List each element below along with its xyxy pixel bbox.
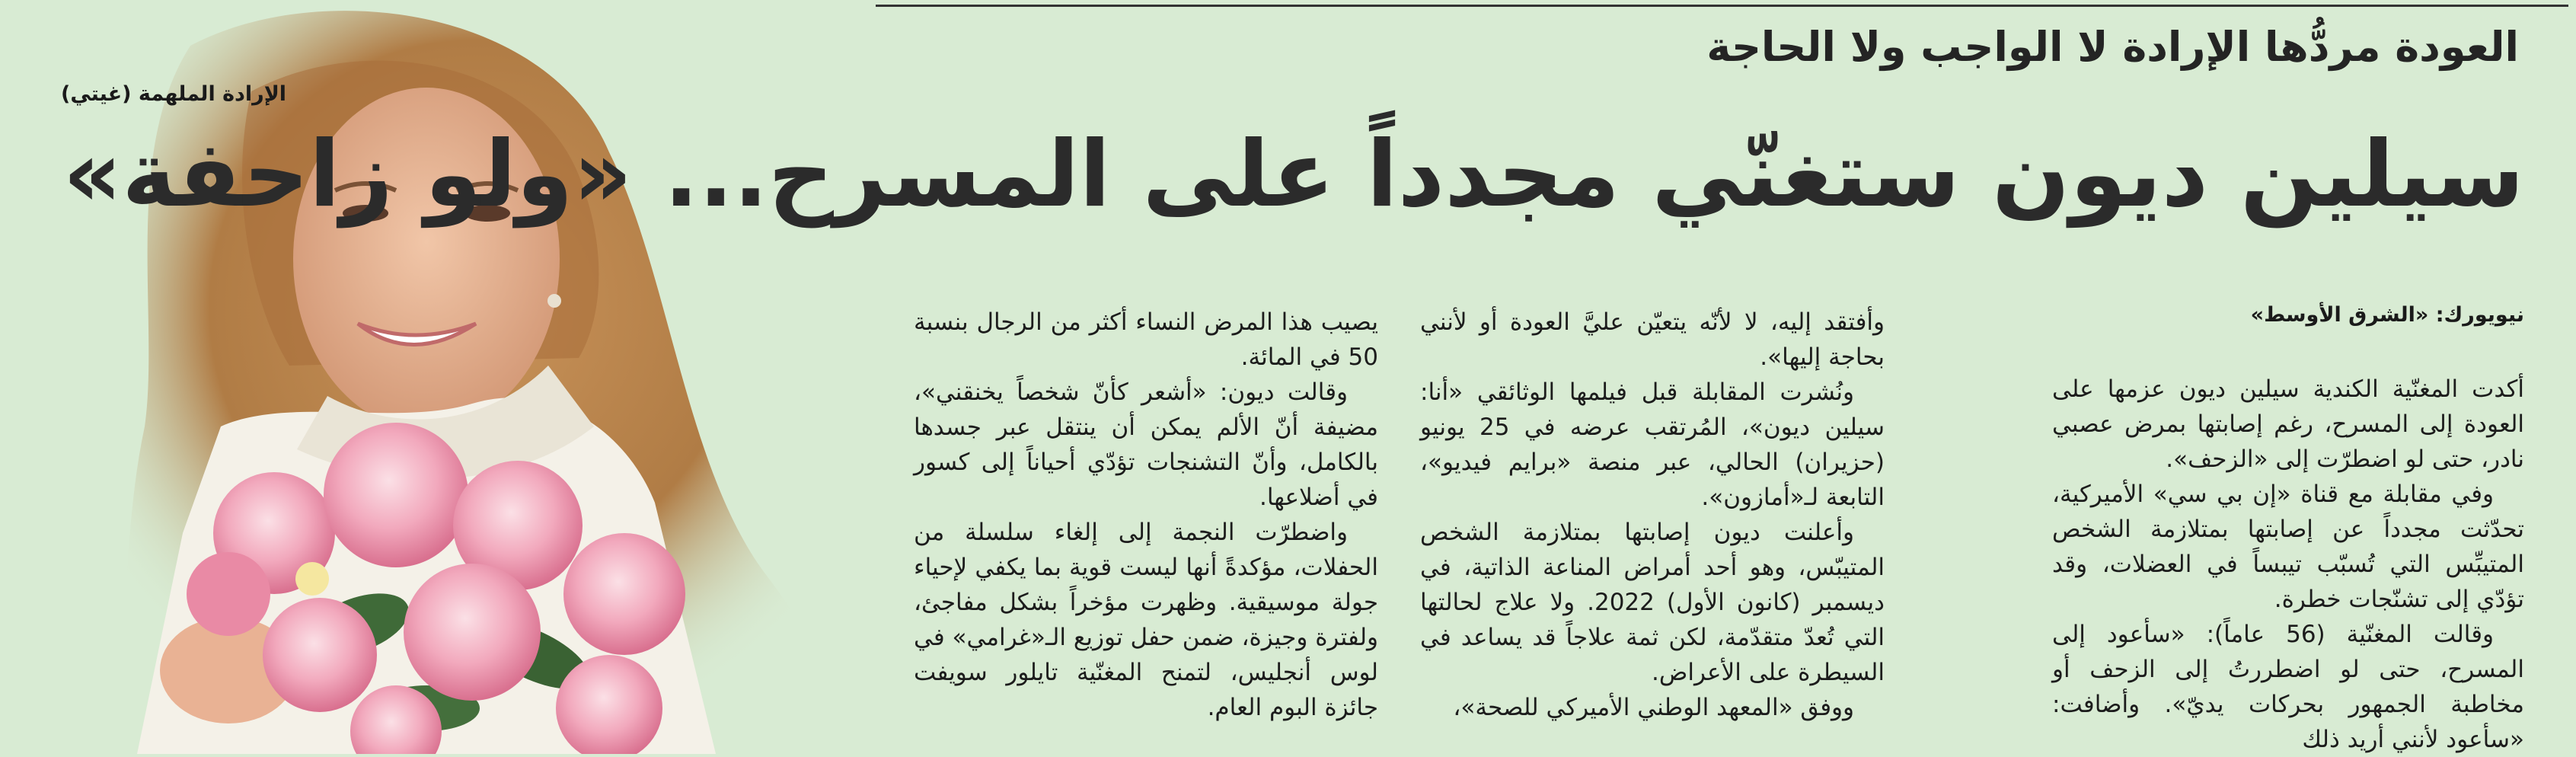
paragraph: ونُشرت المقابلة قبل فيلمها الوثائقي «أنا: سيلين ديون»، المُرتقب عرضه في 25 يونيو (حزيران) الحالي، عبر منصة «برايم فيديو»، التابعة لـ«أمازون».: [1420, 378, 1885, 511]
paragraph: واضطرّت النجمة إلى إلغاء سلسلة من الحفلات، مؤكدةً أنها ليست قوية بما يكفي لإحياء جولة موسيقية. وظهرت مؤخراً بشكل مفاجئ، ولفترة وجيزة، ضمن حفل توزيع الـ«غرامي» في لوس أنجليس، لتمنح المغنّية تايلور سويفت جائزة البوم العام.: [914, 519, 1378, 721]
article-column-3: [914, 305, 1378, 725]
paragraph: وأفتقد إليه، لا لأنّه يتعيّن عليَّ العودة أو لأنني بحاجة إليها».: [1420, 308, 1885, 371]
paragraph: أكدت المغنّية الكندية سيلين ديون عزمها على العودة إلى المسرح، رغم إصابتها بمرض عصبي نادر، حتى لو اضطرّت إلى «الزحف».: [2052, 375, 2524, 473]
article-column-1: [2052, 372, 2524, 757]
paragraph: ووفق «المعهد الوطني الأميركي للصحة»،: [1453, 694, 1854, 721]
paragraph: وفي مقابلة مع قناة «إن بي سي» الأميركية، تحدّثت مجدداً عن إصابتها بمتلازمة الشخص المتيبِّس التي تُسبّب تيبساً في العضلات، وقد تؤدّي إلى تشنّجات خطرة.: [2052, 481, 2524, 613]
kicker-subheadline: العودة مردُّها الإرادة لا الواجب ولا الحاجة: [1706, 23, 2519, 71]
article-photo: [0, 0, 914, 754]
top-rule: [876, 5, 2568, 7]
article-column-2: [1420, 305, 1885, 725]
paragraph: وأعلنت ديون إصابتها بمتلازمة الشخص المتيبّس، وهو أحد أمراض المناعة الذاتية، في ديسمبر (كانون الأول) 2022. ولا علاج لحالتها التي تُعدّ متقدّمة، لكن ثمة علاجاً قد يساعد في السيطرة على الأعراض.: [1420, 519, 1885, 686]
headline: سيلين ديون ستغنّي مجدداً على المسرح... «ولو زاحفة»: [62, 122, 2524, 228]
photo-caption: الإرادة الملهمة (غيتي): [61, 82, 287, 106]
paragraph: وقالت ديون: «أشعر كأنّ شخصاً يخنقني»، مضيفة أنّ الألم يمكن أن ينتقل عبر جسدها بالكامل، وأنّ التشنجات تؤدّي أحياناً إلى كسور في أضلاعها.: [914, 378, 1378, 511]
byline: نيويورك: «الشرق الأوسط»: [2250, 303, 2524, 327]
paragraph: وقالت المغنّية (56 عاماً): «سأعود إلى المسرح، حتى لو اضطررتُ إلى الزحف أو مخاطبة الجمهور بحركات يديّ». وأضافت: «سأعود لأنني أريد ذلك: [2052, 621, 2524, 753]
paragraph: يصيب هذا المرض النساء أكثر من الرجال بنسبة 50 في المائة.: [914, 308, 1378, 371]
